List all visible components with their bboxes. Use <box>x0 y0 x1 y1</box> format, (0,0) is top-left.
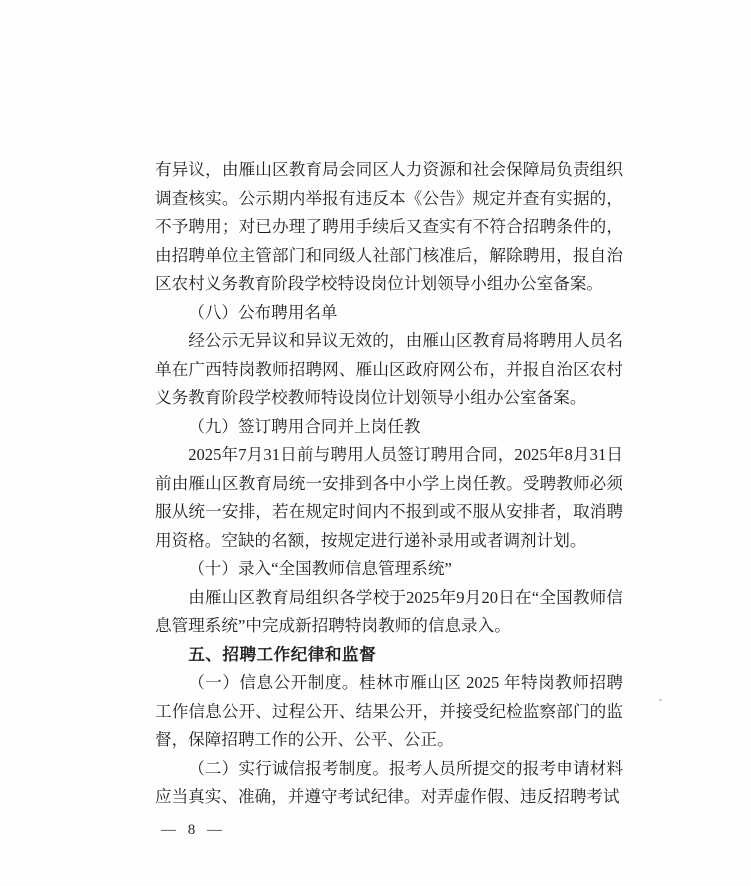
scan-artifact-speck <box>659 699 662 701</box>
paragraph: 由雁山区教育局组织各学校于2025年9月20日在“全国教师信息管理系统”中完成新招聘特岗教师的信息录入。 <box>155 587 623 635</box>
section-heading: 五、招聘工作纪律和监督 <box>188 644 377 664</box>
subsection-heading: （八）公布聘用名单 <box>188 302 338 322</box>
paragraph: （一）信息公开制度。桂林市雁山区 2025 年特岗教师招聘工作信息公开、过程公开、结果公开，并接受纪检监察部门的监督，保障招聘工作的公开、公平、公正。 <box>155 673 623 749</box>
subsection-heading: （十）录入“全国教师信息管理系统” <box>188 559 452 578</box>
paragraph: 经公示无异议和异议无效的，由雁山区教育局将聘用人员名单在广西特岗教师招聘网、雁山区政府网公布，并报自治区农村义务教育阶段学校教师特设岗位计划领导小组办公室备案。 <box>155 331 623 407</box>
subsection-heading: （九）签订聘用合同并上岗任教 <box>188 416 421 436</box>
paragraph: 有异议，由雁山区教育局会同区人力资源和社会保障局负责组织调查核实。公示期内举报有违反本《公告》规定并查有实据的，不予聘用；对已办理了聘用手续后又查实有不符合招聘条件的，由招聘单位主管部门和同级人社部门核准后，解除聘用，报自治区农村义务教育阶段学校特设岗位计划领导小组办公室备案。 <box>155 160 623 293</box>
paragraph: 2025年7月31日前与聘用人员签订聘用合同，2025年8月31日前由雁山区教育局统一安排到各中小学上岗任教。受聘教师必须服从统一安排，若在规定时间内不报到或不服从安排者，取消聘用资格。空缺的名额，按规定进行递补录用或者调剂计划。 <box>155 445 623 550</box>
paragraph: （二）实行诚信报考制度。报考人员所提交的报考申请材料应当真实、准确，并遵守考试纪律。对弄虚作假、违反招聘考试 <box>155 758 623 806</box>
document-body <box>155 156 623 812</box>
page-number: — 8 — <box>161 822 226 838</box>
